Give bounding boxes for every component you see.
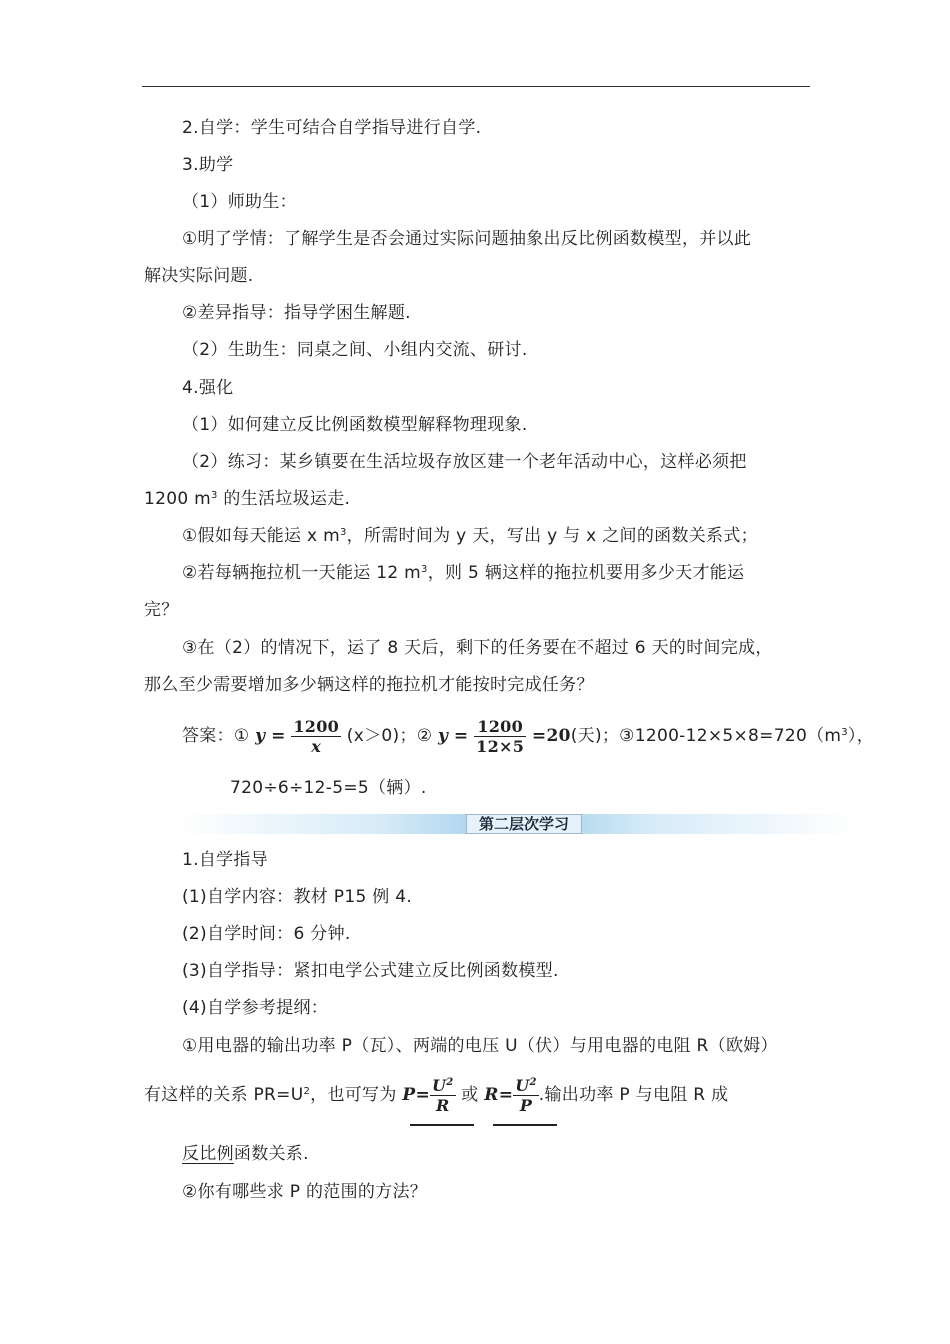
text-span: ，则 5 辆这样的拖拉机要用多少天才能运 [427,563,745,583]
superscript: 2 [529,1076,537,1088]
text-line [182,1142,309,1166]
fraction-denominator: x [311,736,322,756]
answer-unit: (天)；③1200-12×5×8=720（m [570,726,842,746]
math-equals: = [531,726,547,746]
answer-blank-underline [493,1124,557,1126]
text-span: 的生活垃圾运走. [223,489,351,509]
fraction-numerator-var: U [432,1075,447,1095]
text-line: (4)自学参考提纲： [182,998,329,1018]
answer-condition: (x＞0)；② [346,726,433,746]
math-equals: = [453,726,469,746]
fraction-numerator [430,1076,456,1096]
fraction [291,717,341,756]
math-result: 20 [546,726,571,746]
text-line: (2)自学时间：6 分钟. [182,924,351,944]
superscript: 3 [841,727,848,738]
formula-line [144,1070,728,1120]
underlined-answer: 反比例 [182,1144,234,1164]
text-line [144,487,350,511]
text-line [182,561,744,585]
superscript: 2 [446,1076,454,1088]
text-line: ①用电器的输出功率 P（瓦）、两端的电压 U（伏）与用电器的电阻 R（欧姆） [182,1036,778,1056]
math-var: y [438,726,449,746]
text-span: 有这样的关系 PR=U [144,1085,304,1105]
header-rule [142,86,810,87]
text-line: （2）生助生：同桌之间、小组内交流、研讨. [182,340,528,360]
text-line: (3)自学指导：紧扣电学公式建立反比例函数模型. [182,961,559,981]
answer-line [182,712,874,760]
superscript: 3 [421,564,428,575]
answer-blank-underline [410,1124,474,1126]
text-span: ，所需时间为 y 天，写出 y 与 x 之间的函数关系式； [346,526,758,546]
fraction-numerator: 1200 [293,716,340,736]
math-equals: = [271,726,286,746]
text-span: ②若每辆拖拉机一天能运 12 m [182,563,422,583]
fraction-denominator: R [435,1095,450,1115]
text-line: ②你有哪些求 P 的范围的方法？ [182,1182,428,1202]
answer-unit-end: ）， [847,726,875,746]
superscript: 3 [339,527,347,538]
text-line: 那么至少需要增加多少辆这样的拖拉机才能按时完成任务？ [144,675,594,695]
math-var: y [255,726,266,746]
text-span: 函数关系. [233,1144,309,1164]
fraction-numerator [513,1076,539,1096]
math-var: R [484,1085,499,1105]
or-word: 或 [461,1085,479,1105]
text-span: 1200 m [144,489,212,509]
text-line: 解决实际问题. [144,266,254,286]
fraction-denominator: P [519,1095,533,1115]
text-line: 3.助学 [182,155,234,175]
text-line: 完？ [144,600,179,620]
fraction [430,1076,456,1115]
text-span: ，也可写为 [310,1085,397,1105]
text-line [182,524,758,548]
math-equals: = [415,1085,430,1105]
fraction-numerator-var: U [515,1075,530,1095]
math-equals: = [498,1085,514,1105]
text-line: (1)自学内容：教材 P15 例 4. [182,887,413,907]
math-var: P [402,1085,416,1105]
fraction-denominator: 12×5 [476,736,525,756]
text-line: （1）师助生： [182,192,297,212]
superscript: 3 [211,490,218,501]
text-line: ③在（2）的情况下，运了 8 天后，剩下的任务要在不超过 6 天的时间完成， [182,638,773,658]
text-line: ①明了学情：了解学生是否会通过实际问题抽象出反比例函数模型，并以此 [182,229,752,249]
text-span: .输出功率 P 与电阻 R 成 [538,1085,729,1105]
answer-prefix: 答案：① [182,726,250,746]
text-line: （1）如何建立反比例函数模型解释物理现象. [182,415,528,435]
text-line: （2）练习：某乡镇要在生活垃圾存放区建一个老年活动中心，这样必须把 [182,452,747,472]
answer-line-2: 720÷6÷12-5=5（辆）. [230,778,427,798]
section-banner-label: 第二层次学习 [466,814,582,834]
text-line: 2.自学：学生可结合自学指导进行自学. [182,118,482,138]
text-line: 1.自学指导 [182,850,269,870]
text-line: 4.强化 [182,378,234,398]
fraction [474,717,526,756]
superscript: 2 [303,1086,311,1097]
fraction [513,1076,539,1115]
fraction-numerator: 1200 [474,717,526,737]
text-span: ①假如每天能运 x m [182,526,340,546]
text-line: ②差异指导：指导学困生解题. [182,303,411,323]
